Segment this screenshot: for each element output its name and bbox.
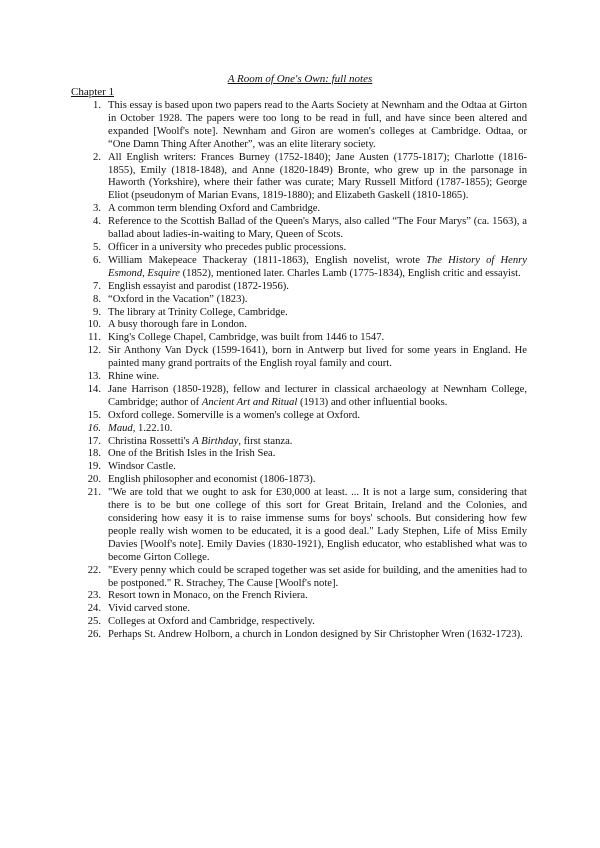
note-item [71, 294, 527, 307]
note-text: (1913) and other influential books. [297, 396, 448, 408]
note-number: 6. [93, 254, 101, 266]
note-item [71, 410, 527, 423]
note-number: 4. [93, 216, 101, 228]
note-number: 15. [87, 409, 101, 421]
note-text: Perhaps St. Andrew Holborn, a church in London designed by Sir Christopher Wren (1632-1723). [108, 629, 523, 641]
note-text: Reference to the Scottish Ballad of the Queen's Marys, also called “The Four Marys” (ca. 1563), a ballad about ladies-in-waiting to Mary, Queen of Scots. [108, 216, 527, 241]
note-item [71, 448, 527, 461]
note-text: "We are told that we ought to ask for £30,000 at least. ... It is not a large sum, considering that there is to be but one college of this sort for Great Britain, Ireland and the Colonies, and considering how easy it is to raise immense sums for boys' schools. But considering how few people really wish women to be educated, it is a good deal." Lady Stephen, Life of Miss Emily Davies [Woolf's note]. Emily Davies (1830-1921), English educator, who established what was to become Girton College. [108, 487, 527, 563]
note-number: 24. [87, 603, 101, 615]
note-item [71, 255, 527, 281]
note-number: 16. [87, 422, 101, 434]
note-text: 1.22.10. [135, 422, 173, 434]
note-item [71, 371, 527, 384]
note-text: The library at Trinity College, Cambridge. [108, 306, 288, 318]
note-number: 19. [87, 461, 101, 473]
note-title-italic: Maud, [108, 422, 136, 434]
note-number: 1. [93, 100, 101, 111]
note-item [71, 436, 527, 449]
note-item [71, 307, 527, 320]
note-item [71, 565, 527, 591]
note-item [71, 629, 527, 642]
note-item [71, 332, 527, 345]
note-item [71, 590, 527, 603]
note-item [71, 100, 527, 152]
note-number: 8. [93, 293, 101, 305]
note-text: Resort town in Monaco, on the French Riviera. [108, 590, 308, 602]
note-item [71, 474, 527, 487]
note-number: 2. [93, 151, 101, 163]
note-number: 5. [93, 241, 101, 253]
note-text: Officer in a university who precedes public processions. [108, 241, 347, 253]
note-number: 11. [88, 332, 101, 344]
note-text: Oxford college. Somerville is a women's college at Oxford. [108, 409, 360, 421]
note-item [71, 487, 527, 564]
note-item [71, 152, 527, 204]
note-number: 17. [87, 435, 101, 447]
note-text: Windsor Castle. [108, 461, 176, 473]
note-text: English philosopher and economist (1806-1873). [108, 474, 316, 486]
note-number: 3. [93, 203, 101, 215]
note-item [71, 461, 527, 474]
note-item [71, 384, 527, 410]
note-title-italic: Ancient Art and Ritual [201, 396, 298, 408]
note-text: , first stanza. [238, 435, 293, 447]
note-number: 12. [87, 345, 101, 357]
note-text: Rhine wine. [108, 371, 160, 383]
note-title-italic: A Birthday [192, 435, 239, 447]
note-text: William Makepeace Thackeray (1811-1863), English novelist, wrote [108, 254, 427, 266]
note-item [71, 423, 527, 436]
note-text: Colleges at Oxford and Cambridge, respectively. [108, 616, 315, 628]
note-text: This essay is based upon two papers read to the Aarts Society at Newnham and the Odtaa at Girton in October 1928. The papers were too long to be read in full, and have since been altered and expanded [Woolf's note]. Newnham and Giron are women's colleges at Cambridge. Odtaa, or “One Damn Thing After Another”, was an elite literary society. [108, 100, 527, 150]
note-number: 23. [87, 590, 101, 602]
note-number: 22. [87, 564, 101, 576]
note-text: Christina Rossetti's [108, 435, 193, 447]
note-number: 9. [93, 306, 101, 318]
note-number: 26. [87, 629, 101, 641]
note-text: Vivid carved stone. [108, 603, 191, 615]
note-item [71, 603, 527, 616]
note-text: All English writers: Frances Burney (1752-1840); Jane Austen (1775-1817); Charlotte (1816-1855), Emily (1818-1848), and Anne (1820-1849) Bronte, who grew up in the parsonage in Haworth (Yorkshire), where their father was curate; Mary Russell Mitford (1787-1855); George Eliot (pseudonym of Marian Evans, 1819-1880); and Elizabeth Gaskell (1810-1865). [108, 151, 527, 202]
note-text: Sir Anthony Van Dyck (1599-1641), born in Antwerp but lived for some years in England. He painted many grand portraits of the English royal family and court. [108, 345, 527, 370]
note-item [71, 345, 527, 371]
note-text: A common term blending Oxford and Cambridge. [108, 203, 321, 215]
note-text: “Oxford in the Vacation” (1823). [108, 293, 248, 305]
note-text: One of the British Isles in the Irish Sea. [108, 448, 276, 460]
note-text: Jane Harrison (1850-1928), fellow and lecturer in classical archaeology at Newnham College, Cambridge; author of [108, 383, 527, 408]
note-text: English essayist and parodist (1872-1956). [108, 280, 289, 292]
note-item [71, 319, 527, 332]
note-item [71, 281, 527, 294]
note-number: 25. [87, 616, 101, 628]
note-number: 14. [87, 383, 101, 395]
note-number: 10. [87, 319, 101, 331]
note-item [71, 216, 527, 242]
note-number: 13. [87, 371, 101, 383]
note-text: A busy thorough fare in London. [108, 319, 247, 331]
note-text: King's College Chapel, Cambridge, was built from 1446 to 1547. [108, 332, 385, 344]
note-number: 18. [87, 448, 101, 460]
chapter-heading: Chapter 1 [71, 86, 115, 98]
note-item [71, 616, 527, 629]
note-text: "Every penny which could be scraped together was set aside for building, and the amenities had to be postponed." R. Strachey, The Cause [Woolf's note]. [108, 564, 527, 589]
note-number: 7. [93, 280, 101, 292]
notes-list [71, 100, 527, 642]
note-number: 20. [87, 474, 101, 486]
note-text: (1852), mentioned later. Charles Lamb (1775-1834), English critic and essayist. [180, 267, 521, 279]
note-item [71, 203, 527, 216]
note-item [71, 242, 527, 255]
note-number: 21. [87, 487, 101, 499]
page-title: A Room of One's Own: full notes [227, 73, 373, 85]
note-title-italic: The History of Henry Esmond, Esquire [108, 254, 527, 279]
